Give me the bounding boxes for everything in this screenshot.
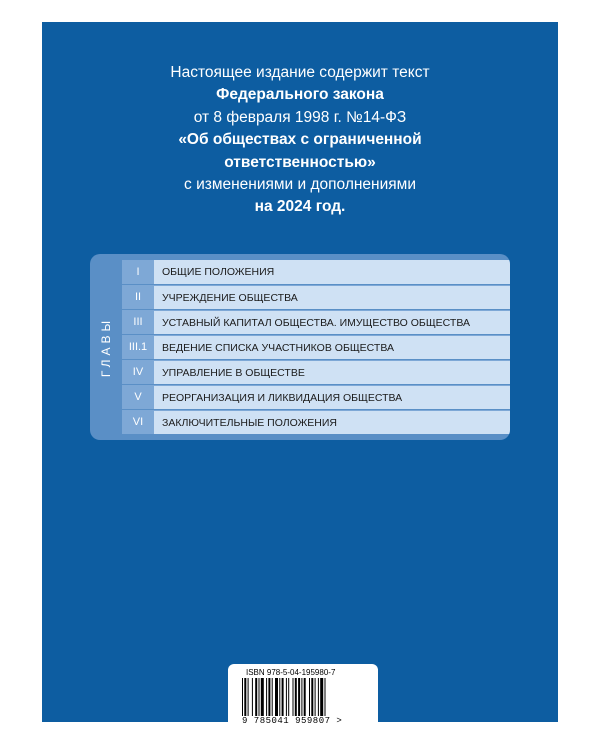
chapter-row (122, 285, 510, 309)
chapters-table (90, 254, 510, 440)
chapter-row (122, 385, 510, 409)
chapter-title: ОБЩИЕ ПОЛОЖЕНИЯ (154, 260, 510, 284)
chapter-number: IV (122, 360, 154, 384)
chapters-list (122, 260, 510, 436)
chapter-number: I (122, 260, 154, 284)
intro-line: «Об обществах с ограниченной (178, 131, 422, 149)
isbn-text: ISBN 978-5-04-195980-7 (246, 668, 336, 677)
intro-line: Настоящее издание содержит текст (170, 64, 430, 81)
chapter-row (122, 410, 510, 434)
intro-line: от 8 февраля 1998 г. №14-ФЗ (193, 108, 407, 126)
barcode-block (228, 664, 378, 730)
chapter-row (122, 310, 510, 334)
chapter-number: II (122, 285, 154, 309)
intro-line: Федерального закона (216, 86, 384, 104)
intro-line: на 2024 год. (254, 198, 346, 216)
chapter-title: УЧРЕЖДЕНИЕ ОБЩЕСТВА (154, 285, 510, 309)
chapter-number: VI (122, 410, 154, 434)
chapter-number: III (122, 310, 154, 334)
chapter-title: РЕОРГАНИЗАЦИЯ И ЛИКВИДАЦИЯ ОБЩЕСТВА (154, 385, 510, 409)
chapters-label-text: ГЛАВЫ (99, 316, 113, 378)
chapter-number: III.1 (122, 335, 154, 359)
chapter-row (122, 260, 510, 284)
chapter-title: УПРАВЛЕНИЕ В ОБЩЕСТВЕ (154, 360, 510, 384)
chapters-label (90, 254, 122, 440)
chapter-row (122, 360, 510, 384)
barcode-digits: 9 785041 959807 > (242, 716, 343, 726)
chapter-row (122, 335, 510, 359)
book-back-cover (42, 22, 558, 726)
chapter-number: V (122, 385, 154, 409)
chapter-title: ЗАКЛЮЧИТЕЛЬНЫЕ ПОЛОЖЕНИЯ (154, 410, 510, 434)
intro-line: ответственностью» (224, 153, 376, 171)
chapter-title: УСТАВНЫЙ КАПИТАЛ ОБЩЕСТВА. ИМУЩЕСТВО ОБЩЕСТВА (154, 310, 510, 334)
intro-line: с изменениями и дополнениями (184, 176, 416, 194)
barcode-icon (242, 678, 364, 716)
intro-text (42, 62, 558, 219)
chapter-title: ВЕДЕНИЕ СПИСКА УЧАСТНИКОВ ОБЩЕСТВА (154, 335, 510, 359)
